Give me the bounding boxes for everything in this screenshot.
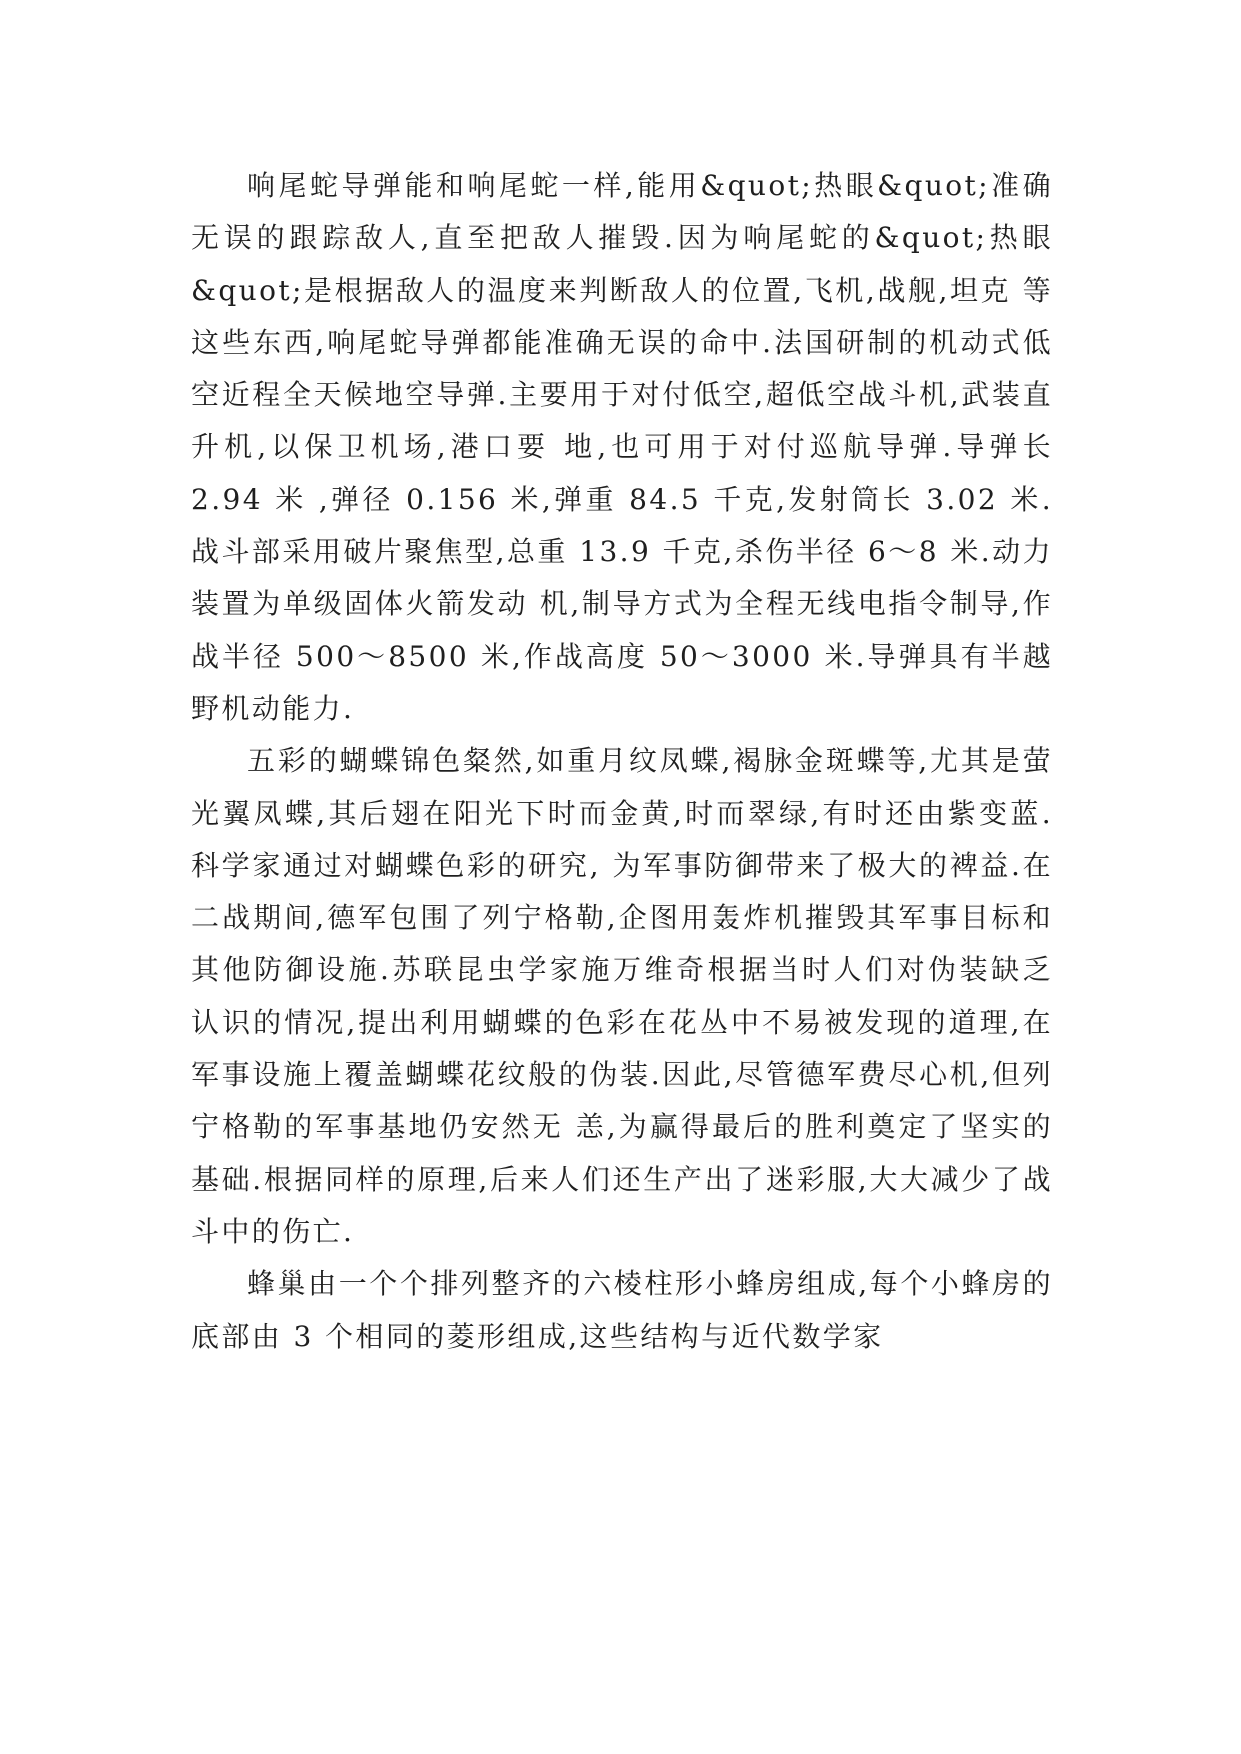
paragraph-butterfly: 五彩的蝴蝶锦色粲然,如重月纹凤蝶,褐脉金斑蝶等,尤其是萤光翼凤蝶,其后翅在阳光下时而金黄,时而翠绿,有时还由紫变蓝.科学家通过对蝴蝶色彩的研究, 为军事防御带来了极大的裨益.在二战期间,德军包围了列宁格勒,企图用轰炸机摧毁其军事目标和其他防御设施.苏联昆虫学家施万维奇根据当时人们对伪装缺乏 认识的情况,提出利用蝴蝶的色彩在花丛中不易被发现的道理,在军事设施上覆盖蝴蝶花纹般的伪装.因此,尽管德军费尽心机,但列宁格勒的军事基地仍安然无 恙,为赢得最后的胜利奠定了坚实的基础.根据同样的原理,后来人们还生产出了迷彩服,大大减少了战斗中的伤亡. — [191, 744, 1053, 1248]
paragraph-missile: 响尾蛇导弹能和响尾蛇一样,能用&quot;热眼&quot;准确无误的跟踪敌人,直至把敌人摧毁.因为响尾蛇的&quot;热眼&quot;是根据敌人的温度来判断敌人的位置,飞机,战舰,坦克 等这些东西,响尾蛇导弹都能准确无误的命中.法国研制的机动式低空近程全天候地空导弹.主要用于对付低空,超低空战斗机,武装直升机,以保卫机场,港口要 地,也可用于对付巡航导弹.导弹长 2.94 米 ,弹径 0.156 米,弹重 84.5 千克,发射筒长 3.02 米.战斗部采用破片聚焦型,总重 13.9 千克,杀伤半径 6～8 米.动力装置为单级固体火箭发动 机,制导方式为全程无线电指令制导,作战半径 500～8500 米,作战高度 50～3000 米.导弹具有半越野机动能力. — [191, 169, 1053, 725]
paragraph-honeycomb: 蜂巢由一个个排列整齐的六棱柱形小蜂房组成,每个小蜂房的底部由 3 个相同的菱形组成,这些结构与近代数学家 — [191, 1267, 1053, 1353]
document-body — [191, 160, 1053, 1363]
